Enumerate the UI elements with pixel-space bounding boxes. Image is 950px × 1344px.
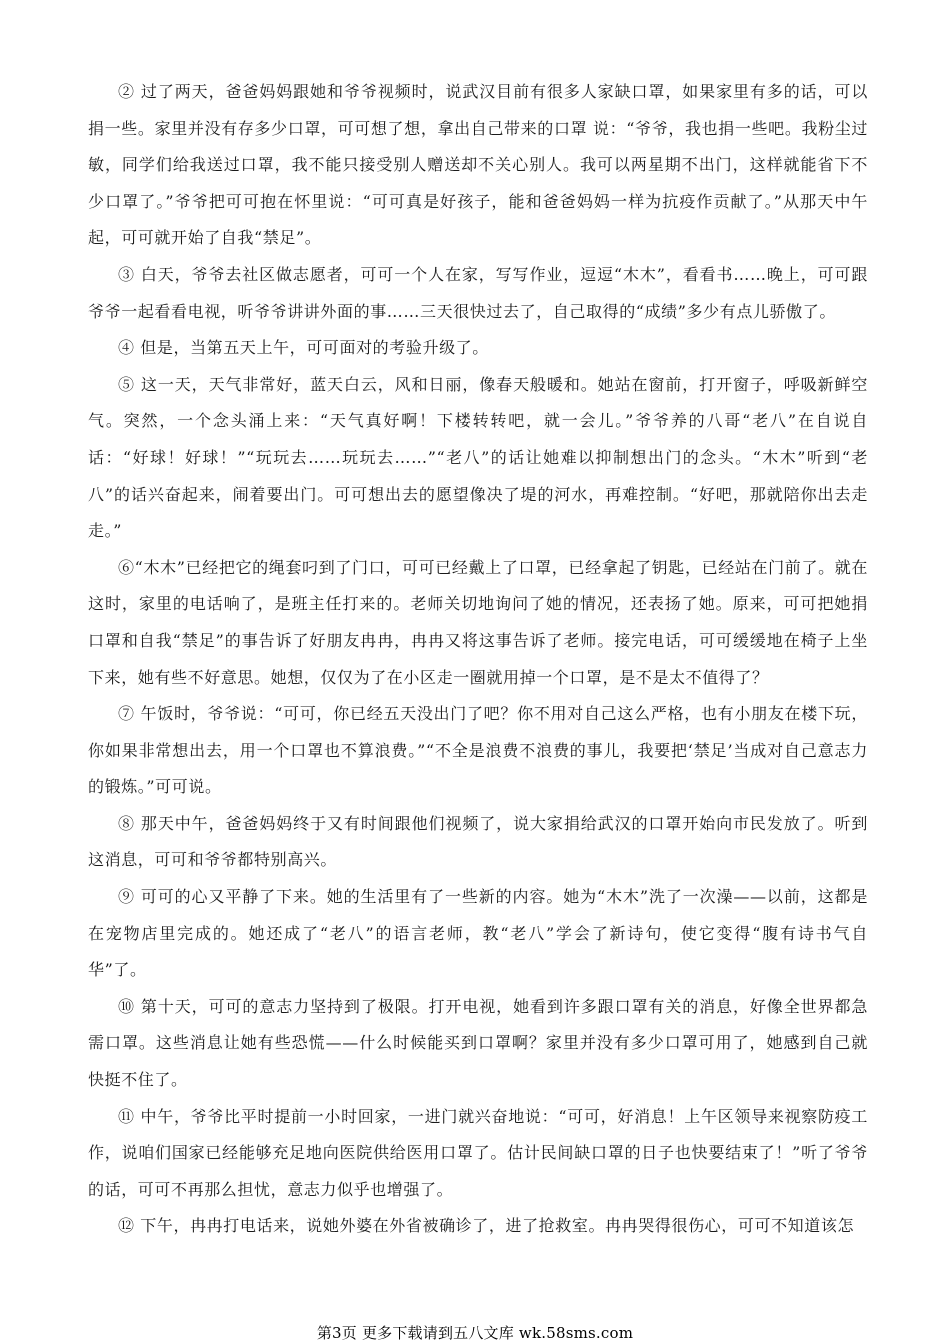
paragraph-2: ② 过了两天，爸爸妈妈跟她和爷爷视频时，说武汉目前有很多人家缺口罩，如果家里有多的话，可以捐一些。家里并没有存多少口罩，可可想了想，拿出自己带来的口罩 说：“爷爷，我也捐一些吧。我粉尘过敏，同学们给我送过口罩，我不能只接受别人赠送却不关心别人。我可以两星期不出门，这样就能省下不少口罩了。”爷爷把可可抱在怀里说：“可可真是好孩子，能和爸爸妈妈一样为抗疫作贡献了。”从那天中午起，可可就开始了自我“禁足”。 xyxy=(88,82,868,248)
paragraph-10: ⑩ 第十天，可可的意志力坚持到了极限。打开电视，她看到许多跟口罩有关的消息，好像全世界都急需口罩。这些消息让她有些恐慌——什么时候能买到口罩啊？家里并没有多少口罩可用了，她感到自己就快挺不住了。 xyxy=(88,996,868,1090)
paragraph-5: ⑤ 这一天，天气非常好，蓝天白云，风和日丽，像春天般暖和。她站在窗前，打开窗子，呼吸新鲜空气。突然，一个念头涌上来：“天气真好啊！下楼转转吧，就一会儿。”爷爷养的八哥“老八”在自说自话：“好球！好球！”“玩玩去……玩玩去……”“老八”的话让她难以抑制想出门的念头。“木木”听到“老八”的话兴奋起来，闹着要出门。可可想出去的愿望像决了堤的河水，再难控制。“好吧，那就陪你出去走走。” xyxy=(88,374,868,541)
article-body xyxy=(88,74,868,1245)
paragraph-4: ④ 但是，当第五天上午，可可面对的考验升级了。 xyxy=(118,338,489,358)
paragraph-7: ⑦ 午饭时，爷爷说：“可可，你已经五天没出门了吧？你不用对自己这么严格，也有小朋友在楼下玩，你如果非常想出去，用一个口罩也不算浪费。”“不全是浪费不浪费的事儿，我要把‘禁足’当成对自己意志力的锻炼。”可可说。 xyxy=(88,704,868,797)
paragraph-6: ⑥“木木”已经把它的绳套叼到了门口，可可已经戴上了口罩，已经拿起了钥匙，已经站在门前了。就在这时，家里的电话响了，是班主任打来的。老师关切地询问了她的情况，还表扬了她。原来，可可把她捐口罩和自我“禁足”的事告诉了好朋友冉冉，冉冉又将这事告诉了老师。接完电话，可可缓缓地在椅子上坐下来，她有些不好意思。她想，仅仅为了在小区走一圈就用掉一个口罩，是不是太不值得了？ xyxy=(88,557,868,687)
paragraph-11: ⑪ 中午，爷爷比平时提前一小时回家，一进门就兴奋地说：“可可，好消息！上午区领导来视察防疫工作，说咱们国家已经能够充足地向医院供给医用口罩了。估计民间缺口罩的日子也快要结束了！”听了爷爷的话，可可不再那么担忧，意志力似乎也增强了。 xyxy=(88,1106,868,1199)
paragraph-9: ⑨ 可可的心又平静了下来。她的生活里有了一些新的内容。她为“木木”洗了一次澡——以前，这都是在宠物店里完成的。她还成了“老八”的语言老师，教“老八”学会了新诗句，使它变得“腹有诗书气自华”了。 xyxy=(88,887,868,980)
page-footer: 第3页 更多下载请到五八文库 wk.58sms.com xyxy=(316,1324,634,1342)
paragraph-3: ③ 白天，爷爷去社区做志愿者，可可一个人在家，写写作业，逗逗“木木”，看看书……晚上，可可跟爷爷一起看看电视，听爷爷讲讲外面的事……三天很快过去了，自己取得的“成绩”多少有点儿骄傲了。 xyxy=(88,264,868,321)
paragraph-12: ⑫ 下午，冉冉打电话来，说她外婆在外省被确诊了，进了抢救室。冉冉哭得很伤心，可可不知道该怎 xyxy=(118,1216,855,1236)
paragraph-8: ⑧ 那天中午，爸爸妈妈终于又有时间跟他们视频了，说大家捐给武汉的口罩开始向市民发放了。听到这消息，可可和爷爷都特别高兴。 xyxy=(88,813,868,870)
